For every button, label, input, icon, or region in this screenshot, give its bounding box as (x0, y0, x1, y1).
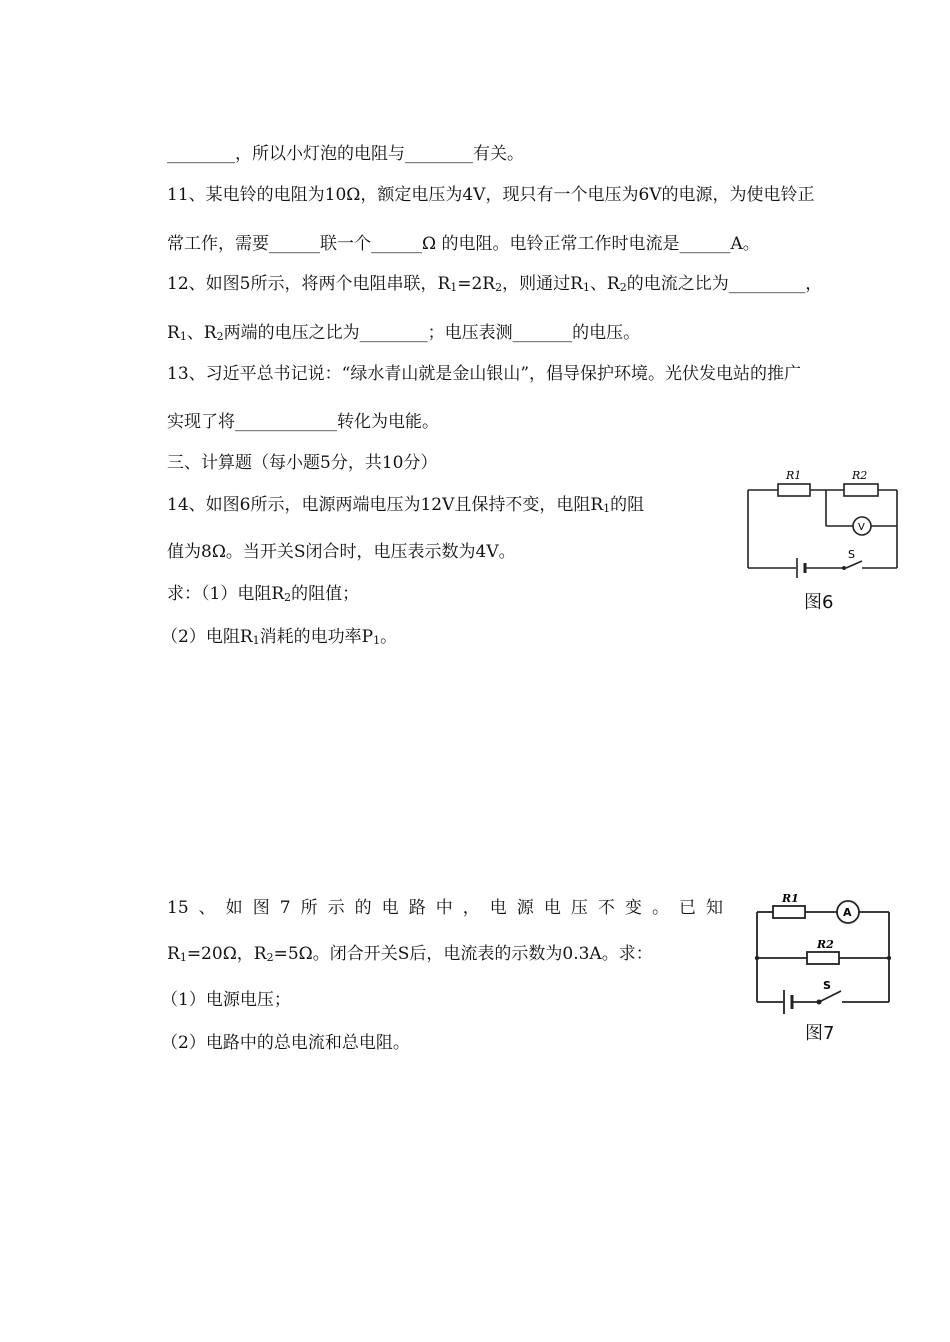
fig6-label-switch: S (848, 548, 855, 561)
q15-line-2: $R_1=20\Omega$，$R_2=5\Omega$。闭合开关S后，电流表的示数为0.3A。求： (167, 944, 653, 964)
q13-line-2: 实现了将____________转化为电能。 (167, 412, 439, 432)
section-3-heading: 三、计算题（每小题5分，共10分） (167, 453, 438, 473)
fig7-label-switch: S (823, 979, 831, 992)
q14-line-1: 14、如图6所示，电源两端电压为12V且保持不变，电阻$R_1$的阻 (167, 495, 645, 515)
figure-7-circuit (745, 885, 900, 1045)
q15-line-3: （1）电源电压； (161, 990, 291, 1010)
q11-line-1: 11、某电铃的电阻为10Ω，额定电压为4V，现只有一个电压为6V的电源，为使电铃正 (167, 185, 815, 205)
q15-line-4: （2）电路中的总电流和总电阻。 (161, 1033, 410, 1053)
q12-line-2: $R_1$、$R_2$两端的电压之比为________；电压表测_______的电压。 (167, 323, 641, 343)
fig7-switch-contact (817, 1000, 822, 1005)
line-10-end: ________，所以小灯泡的电阻与________有关。 (167, 144, 524, 164)
fig6-switch-contact (842, 566, 846, 570)
fig7-node-right (887, 956, 891, 960)
fig6-resistor-r1 (778, 484, 810, 496)
fig6-label-r2: R2 (852, 469, 868, 482)
q14-line-4: （2）电阻$R_1$消耗的电功率$P_1$。 (161, 627, 398, 647)
q12-line-1: 12、如图5所示，将两个电阻串联，$R_1=2R_2$，则通过$R_1$、$R_2$的电流之比为_________， (167, 274, 823, 294)
fig7-label-r2: R2 (817, 938, 834, 951)
fig7-node-left (755, 956, 759, 960)
fig7-resistor-r1 (773, 906, 805, 918)
fig7-resistor-r2 (807, 952, 839, 964)
q13-line-1: 13、习近平总书记说：“绿水青山就是金山银山”，倡导保护环境。光伏发电站的推广 (167, 364, 802, 384)
fig6-label-meter: V (858, 522, 865, 533)
q14-line-2: 值为8Ω。当开关S闭合时，电压表示数为4V。 (167, 542, 516, 562)
q11-line-2: 常工作，需要______联一个______Ω 的电阻。电铃正常工作时电流是______A。 (167, 234, 760, 254)
fig6-resistor-r2 (844, 484, 878, 496)
fig7-label-meter: A (843, 906, 852, 919)
fig7-label-r1: R1 (782, 892, 799, 905)
figure-7-caption: 图7 (805, 1023, 835, 1044)
figure-6-caption: 图6 (804, 592, 834, 613)
q15-line-1: 15、如图7所示的电路中，电源电压不变。已知 (167, 898, 723, 918)
fig6-label-r1: R1 (786, 469, 802, 482)
figure-6-circuit (740, 460, 905, 615)
q14-line-3: 求：（1）电阻$R_2$的阻值； (167, 584, 360, 604)
